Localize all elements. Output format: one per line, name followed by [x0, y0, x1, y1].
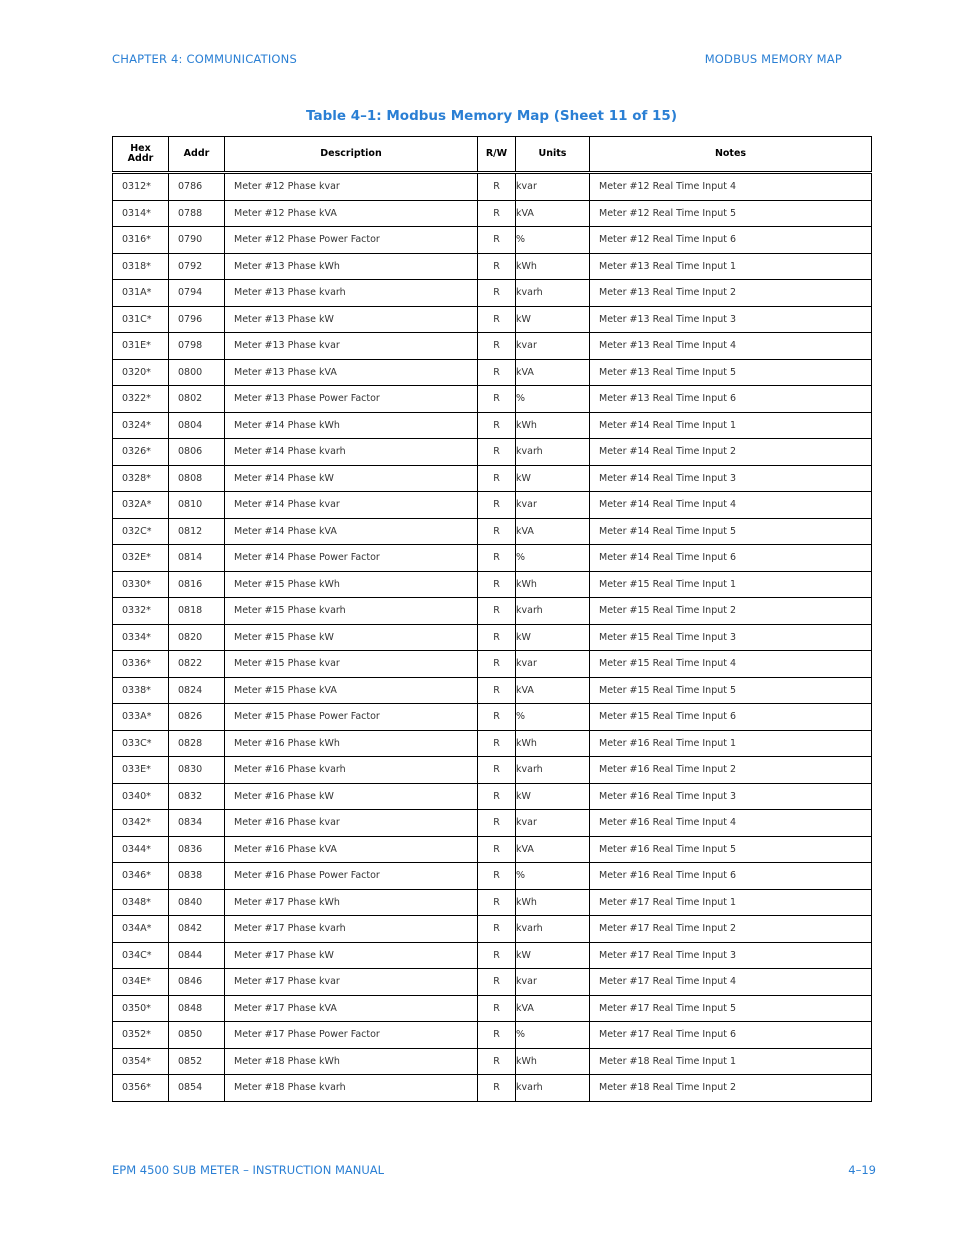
description-cell: Meter #16 Phase kW: [225, 783, 478, 810]
addr-cell: 0848: [169, 995, 225, 1022]
section-header: MODBUS MEMORY MAP: [704, 52, 842, 66]
hex-addr-cell: 031C*: [113, 306, 169, 333]
addr-cell: 0834: [169, 810, 225, 837]
chapter-header: CHAPTER 4: COMMUNICATIONS: [112, 52, 297, 66]
notes-cell: Meter #15 Real Time Input 1: [590, 571, 872, 598]
table-body: [113, 173, 872, 1102]
rw-cell: R: [478, 757, 516, 784]
table-row: [113, 1048, 872, 1075]
description-cell: Meter #17 Phase kvarh: [225, 916, 478, 943]
addr-cell: 0836: [169, 836, 225, 863]
table-row: [113, 598, 872, 625]
addr-cell: 0786: [169, 173, 225, 201]
addr-cell: 0790: [169, 227, 225, 254]
addr-cell: 0822: [169, 651, 225, 678]
notes-cell: Meter #12 Real Time Input 4: [590, 173, 872, 201]
addr-cell: 0808: [169, 465, 225, 492]
rw-cell: R: [478, 836, 516, 863]
units-cell: kVA: [516, 995, 590, 1022]
notes-cell: Meter #15 Real Time Input 3: [590, 624, 872, 651]
units-cell: %: [516, 545, 590, 572]
table-row: [113, 836, 872, 863]
units-cell: kVA: [516, 518, 590, 545]
table-row: [113, 783, 872, 810]
table-row: [113, 995, 872, 1022]
notes-cell: Meter #17 Real Time Input 4: [590, 969, 872, 996]
description-cell: Meter #15 Phase kvarh: [225, 598, 478, 625]
description-cell: Meter #14 Phase kVA: [225, 518, 478, 545]
hex-addr-cell: 0320*: [113, 359, 169, 386]
rw-cell: R: [478, 995, 516, 1022]
units-cell: %: [516, 704, 590, 731]
hex-addr-cell: 032E*: [113, 545, 169, 572]
hex-addr-cell: 0318*: [113, 253, 169, 280]
description-cell: Meter #13 Phase kvar: [225, 333, 478, 360]
addr-cell: 0844: [169, 942, 225, 969]
hex-addr-cell: 0330*: [113, 571, 169, 598]
description-cell: Meter #17 Phase Power Factor: [225, 1022, 478, 1049]
notes-cell: Meter #14 Real Time Input 6: [590, 545, 872, 572]
table-row: [113, 306, 872, 333]
manual-title-footer: EPM 4500 SUB METER – INSTRUCTION MANUAL: [112, 1163, 385, 1177]
table-row: [113, 757, 872, 784]
units-cell: kWh: [516, 253, 590, 280]
notes-cell: Meter #16 Real Time Input 4: [590, 810, 872, 837]
rw-cell: R: [478, 359, 516, 386]
notes-cell: Meter #17 Real Time Input 3: [590, 942, 872, 969]
units-cell: %: [516, 863, 590, 890]
hex-addr-cell: 034E*: [113, 969, 169, 996]
notes-cell: Meter #17 Real Time Input 2: [590, 916, 872, 943]
table-row: [113, 253, 872, 280]
rw-cell: R: [478, 863, 516, 890]
hex-addr-cell: 032C*: [113, 518, 169, 545]
units-cell: kvar: [516, 492, 590, 519]
units-cell: %: [516, 386, 590, 413]
units-cell: kW: [516, 465, 590, 492]
hex-addr-cell: 0354*: [113, 1048, 169, 1075]
table-row: [113, 1075, 872, 1102]
rw-cell: R: [478, 492, 516, 519]
units-cell: kW: [516, 783, 590, 810]
units-cell: kWh: [516, 730, 590, 757]
description-cell: Meter #12 Phase Power Factor: [225, 227, 478, 254]
notes-cell: Meter #16 Real Time Input 3: [590, 783, 872, 810]
units-cell: %: [516, 227, 590, 254]
hex-addr-cell: 0338*: [113, 677, 169, 704]
rw-cell: R: [478, 810, 516, 837]
hex-addr-cell: 031E*: [113, 333, 169, 360]
description-cell: Meter #17 Phase kW: [225, 942, 478, 969]
rw-cell: R: [478, 1048, 516, 1075]
addr-cell: 0810: [169, 492, 225, 519]
rw-cell: R: [478, 333, 516, 360]
notes-cell: Meter #14 Real Time Input 4: [590, 492, 872, 519]
addr-cell: 0850: [169, 1022, 225, 1049]
rw-cell: R: [478, 916, 516, 943]
addr-cell: 0814: [169, 545, 225, 572]
description-cell: Meter #16 Phase Power Factor: [225, 863, 478, 890]
notes-cell: Meter #12 Real Time Input 5: [590, 200, 872, 227]
hex-addr-cell: 033A*: [113, 704, 169, 731]
rw-cell: R: [478, 1022, 516, 1049]
hex-addr-cell: 034C*: [113, 942, 169, 969]
column-header-units: Units: [516, 137, 590, 173]
addr-cell: 0818: [169, 598, 225, 625]
modbus-memory-map-table: [112, 136, 872, 1102]
description-cell: Meter #13 Phase kWh: [225, 253, 478, 280]
units-cell: kWh: [516, 1048, 590, 1075]
description-cell: Meter #15 Phase Power Factor: [225, 704, 478, 731]
notes-cell: Meter #14 Real Time Input 2: [590, 439, 872, 466]
rw-cell: R: [478, 969, 516, 996]
table-row: [113, 200, 872, 227]
table-row: [113, 439, 872, 466]
units-cell: kVA: [516, 200, 590, 227]
units-cell: kvarh: [516, 280, 590, 307]
description-cell: Meter #17 Phase kvar: [225, 969, 478, 996]
addr-cell: 0846: [169, 969, 225, 996]
hex-addr-cell: 0346*: [113, 863, 169, 890]
table-row: [113, 518, 872, 545]
description-cell: Meter #16 Phase kWh: [225, 730, 478, 757]
rw-cell: R: [478, 306, 516, 333]
addr-cell: 0832: [169, 783, 225, 810]
notes-cell: Meter #18 Real Time Input 2: [590, 1075, 872, 1102]
description-cell: Meter #16 Phase kvarh: [225, 757, 478, 784]
column-header-addr: Addr: [169, 137, 225, 173]
units-cell: kWh: [516, 889, 590, 916]
hex-addr-cell: 0344*: [113, 836, 169, 863]
units-cell: kvarh: [516, 757, 590, 784]
description-cell: Meter #14 Phase Power Factor: [225, 545, 478, 572]
rw-cell: R: [478, 253, 516, 280]
notes-cell: Meter #13 Real Time Input 3: [590, 306, 872, 333]
rw-cell: R: [478, 465, 516, 492]
table-row: [113, 651, 872, 678]
notes-cell: Meter #12 Real Time Input 6: [590, 227, 872, 254]
addr-cell: 0792: [169, 253, 225, 280]
hex-addr-cell: 0316*: [113, 227, 169, 254]
description-cell: Meter #13 Phase Power Factor: [225, 386, 478, 413]
description-cell: Meter #15 Phase kW: [225, 624, 478, 651]
notes-cell: Meter #17 Real Time Input 1: [590, 889, 872, 916]
description-cell: Meter #14 Phase kvar: [225, 492, 478, 519]
hex-addr-cell: 0326*: [113, 439, 169, 466]
hex-addr-cell: 0328*: [113, 465, 169, 492]
addr-cell: 0800: [169, 359, 225, 386]
addr-cell: 0824: [169, 677, 225, 704]
table-row: [113, 333, 872, 360]
hex-addr-cell: 0340*: [113, 783, 169, 810]
addr-cell: 0826: [169, 704, 225, 731]
units-cell: kW: [516, 942, 590, 969]
rw-cell: R: [478, 227, 516, 254]
notes-cell: Meter #17 Real Time Input 5: [590, 995, 872, 1022]
hex-addr-cell: 034A*: [113, 916, 169, 943]
units-cell: kVA: [516, 359, 590, 386]
table-row: [113, 704, 872, 731]
addr-cell: 0828: [169, 730, 225, 757]
table-row: [113, 412, 872, 439]
addr-cell: 0798: [169, 333, 225, 360]
addr-cell: 0806: [169, 439, 225, 466]
units-cell: kvar: [516, 651, 590, 678]
table-row: [113, 677, 872, 704]
notes-cell: Meter #16 Real Time Input 1: [590, 730, 872, 757]
table-title: Table 4–1: Modbus Memory Map (Sheet 11 of 15): [306, 108, 677, 124]
units-cell: kvar: [516, 333, 590, 360]
addr-cell: 0802: [169, 386, 225, 413]
description-cell: Meter #15 Phase kvar: [225, 651, 478, 678]
description-cell: Meter #17 Phase kVA: [225, 995, 478, 1022]
table-row: [113, 492, 872, 519]
hex-addr-cell: 0334*: [113, 624, 169, 651]
addr-cell: 0820: [169, 624, 225, 651]
column-header-notes: Notes: [590, 137, 872, 173]
addr-cell: 0830: [169, 757, 225, 784]
table-row: [113, 386, 872, 413]
description-cell: Meter #18 Phase kvarh: [225, 1075, 478, 1102]
table-row: [113, 916, 872, 943]
addr-cell: 0854: [169, 1075, 225, 1102]
table-row: [113, 1022, 872, 1049]
table-row: [113, 863, 872, 890]
rw-cell: R: [478, 889, 516, 916]
column-header-description: Description: [225, 137, 478, 173]
rw-cell: R: [478, 173, 516, 201]
table-header-row: [113, 137, 872, 173]
notes-cell: Meter #13 Real Time Input 5: [590, 359, 872, 386]
notes-cell: Meter #16 Real Time Input 2: [590, 757, 872, 784]
description-cell: Meter #15 Phase kVA: [225, 677, 478, 704]
addr-cell: 0838: [169, 863, 225, 890]
description-cell: Meter #12 Phase kvar: [225, 173, 478, 201]
hex-addr-cell: 0350*: [113, 995, 169, 1022]
hex-addr-cell: 032A*: [113, 492, 169, 519]
addr-cell: 0796: [169, 306, 225, 333]
hex-addr-cell: 0312*: [113, 173, 169, 201]
table-row: [113, 969, 872, 996]
addr-cell: 0852: [169, 1048, 225, 1075]
rw-cell: R: [478, 386, 516, 413]
units-cell: kvarh: [516, 1075, 590, 1102]
rw-cell: R: [478, 651, 516, 678]
rw-cell: R: [478, 518, 516, 545]
description-cell: Meter #16 Phase kVA: [225, 836, 478, 863]
addr-cell: 0812: [169, 518, 225, 545]
rw-cell: R: [478, 571, 516, 598]
hex-addr-cell: 031A*: [113, 280, 169, 307]
rw-cell: R: [478, 1075, 516, 1102]
table-row: [113, 730, 872, 757]
hex-addr-cell: 0356*: [113, 1075, 169, 1102]
rw-cell: R: [478, 624, 516, 651]
description-cell: Meter #13 Phase kVA: [225, 359, 478, 386]
table-row: [113, 280, 872, 307]
addr-cell: 0816: [169, 571, 225, 598]
units-cell: kVA: [516, 836, 590, 863]
notes-cell: Meter #15 Real Time Input 2: [590, 598, 872, 625]
rw-cell: R: [478, 412, 516, 439]
table-row: [113, 545, 872, 572]
description-cell: Meter #17 Phase kWh: [225, 889, 478, 916]
table-row: [113, 571, 872, 598]
description-cell: Meter #18 Phase kWh: [225, 1048, 478, 1075]
addr-cell: 0788: [169, 200, 225, 227]
hex-addr-cell: 0314*: [113, 200, 169, 227]
rw-cell: R: [478, 942, 516, 969]
hex-addr-cell: 0336*: [113, 651, 169, 678]
hex-addr-cell: 0342*: [113, 810, 169, 837]
table-row: [113, 624, 872, 651]
notes-cell: Meter #16 Real Time Input 6: [590, 863, 872, 890]
description-cell: Meter #15 Phase kWh: [225, 571, 478, 598]
hex-addr-cell: 033E*: [113, 757, 169, 784]
notes-cell: Meter #15 Real Time Input 4: [590, 651, 872, 678]
units-cell: %: [516, 1022, 590, 1049]
units-cell: kvarh: [516, 598, 590, 625]
rw-cell: R: [478, 783, 516, 810]
hex-addr-cell: 0352*: [113, 1022, 169, 1049]
table-row: [113, 465, 872, 492]
addr-cell: 0794: [169, 280, 225, 307]
units-cell: kW: [516, 624, 590, 651]
notes-cell: Meter #13 Real Time Input 1: [590, 253, 872, 280]
addr-cell: 0804: [169, 412, 225, 439]
description-cell: Meter #13 Phase kW: [225, 306, 478, 333]
description-cell: Meter #16 Phase kvar: [225, 810, 478, 837]
rw-cell: R: [478, 200, 516, 227]
description-cell: Meter #14 Phase kvarh: [225, 439, 478, 466]
units-cell: kVA: [516, 677, 590, 704]
table-row: [113, 227, 872, 254]
units-cell: kvar: [516, 173, 590, 201]
description-cell: Meter #12 Phase kVA: [225, 200, 478, 227]
rw-cell: R: [478, 439, 516, 466]
rw-cell: R: [478, 598, 516, 625]
rw-cell: R: [478, 545, 516, 572]
column-header-rw: R/W: [478, 137, 516, 173]
units-cell: kvarh: [516, 439, 590, 466]
notes-cell: Meter #13 Real Time Input 6: [590, 386, 872, 413]
units-cell: kvar: [516, 810, 590, 837]
notes-cell: Meter #14 Real Time Input 1: [590, 412, 872, 439]
hex-addr-cell: 0348*: [113, 889, 169, 916]
table-row: [113, 889, 872, 916]
table-row: [113, 810, 872, 837]
hex-addr-cell: 0322*: [113, 386, 169, 413]
units-cell: kW: [516, 306, 590, 333]
units-cell: kvar: [516, 969, 590, 996]
hex-addr-cell: 0324*: [113, 412, 169, 439]
rw-cell: R: [478, 280, 516, 307]
description-cell: Meter #13 Phase kvarh: [225, 280, 478, 307]
hex-addr-cell: 033C*: [113, 730, 169, 757]
units-cell: kWh: [516, 412, 590, 439]
rw-cell: R: [478, 704, 516, 731]
notes-cell: Meter #15 Real Time Input 5: [590, 677, 872, 704]
notes-cell: Meter #18 Real Time Input 1: [590, 1048, 872, 1075]
column-header-hex-addr: Hex Addr: [113, 137, 169, 173]
table-row: [113, 942, 872, 969]
addr-cell: 0842: [169, 916, 225, 943]
hex-addr-cell: 0332*: [113, 598, 169, 625]
rw-cell: R: [478, 677, 516, 704]
table-row: [113, 359, 872, 386]
units-cell: kvarh: [516, 916, 590, 943]
addr-cell: 0840: [169, 889, 225, 916]
description-cell: Meter #14 Phase kW: [225, 465, 478, 492]
description-cell: Meter #14 Phase kWh: [225, 412, 478, 439]
notes-cell: Meter #14 Real Time Input 3: [590, 465, 872, 492]
rw-cell: R: [478, 730, 516, 757]
notes-cell: Meter #13 Real Time Input 4: [590, 333, 872, 360]
notes-cell: Meter #17 Real Time Input 6: [590, 1022, 872, 1049]
table-row: [113, 173, 872, 201]
notes-cell: Meter #13 Real Time Input 2: [590, 280, 872, 307]
units-cell: kWh: [516, 571, 590, 598]
notes-cell: Meter #14 Real Time Input 5: [590, 518, 872, 545]
notes-cell: Meter #15 Real Time Input 6: [590, 704, 872, 731]
notes-cell: Meter #16 Real Time Input 5: [590, 836, 872, 863]
page-number: 4–19: [848, 1163, 876, 1177]
